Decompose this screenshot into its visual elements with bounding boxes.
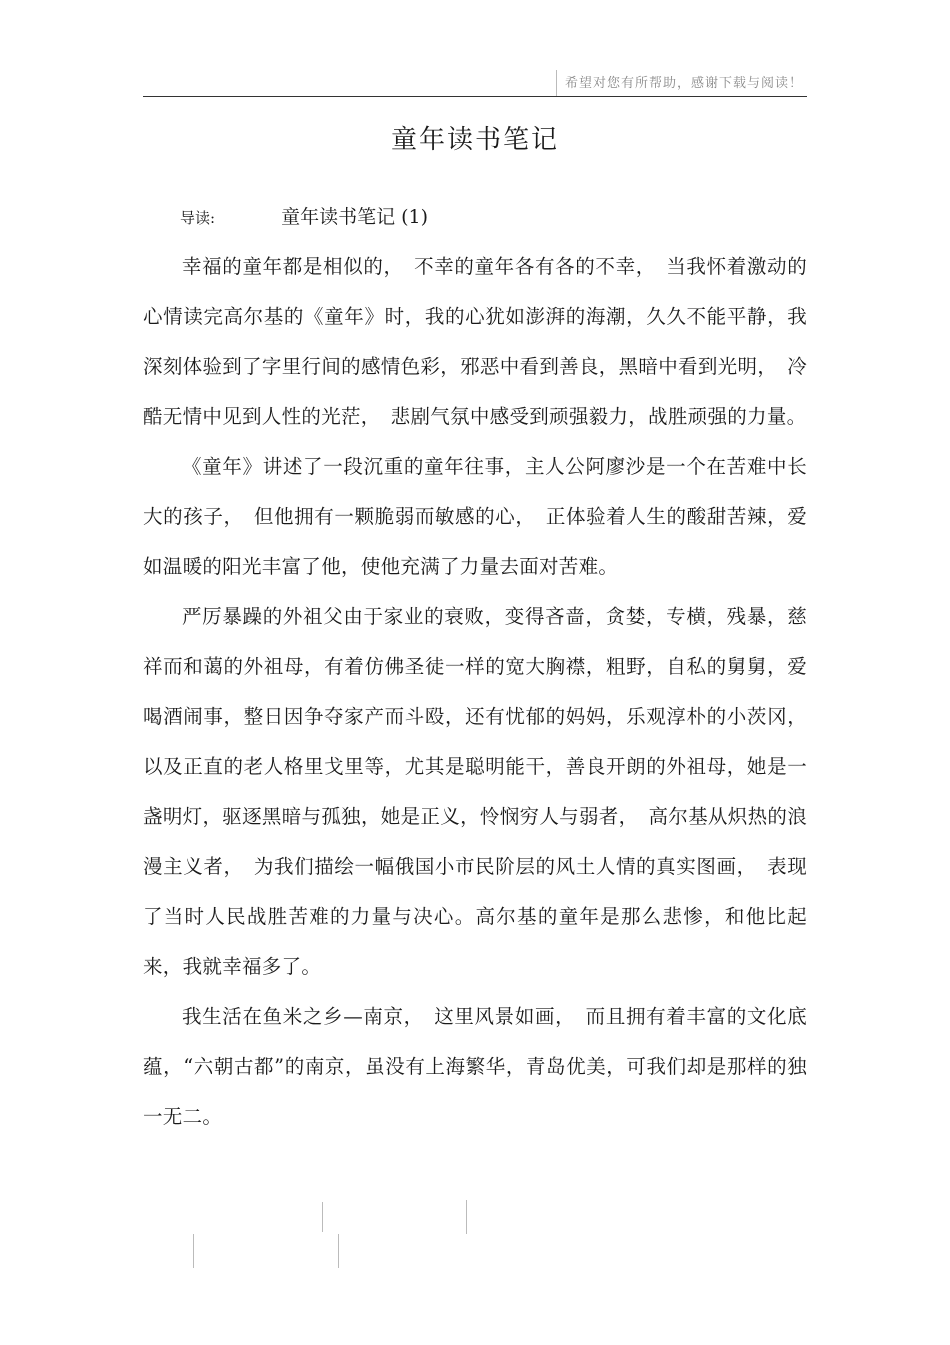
paragraph-4: 我生活在鱼米之乡—南京， 这里风景如画， 而且拥有着丰富的文化底蕴，“六朝古都”的南京，虽没有上海繁华，青岛优美，可我们却是那样的独一无二。: [143, 1005, 807, 1128]
decorative-line: [322, 1202, 323, 1232]
lead-label: 导读:: [180, 209, 216, 227]
decorative-line: [466, 1200, 467, 1234]
header-note: 希望对您有所帮助，感谢下载与阅读！: [556, 70, 807, 96]
lead-text: 童年读书笔记 (1): [281, 206, 429, 228]
header-rule: [143, 96, 807, 97]
lead-line: [180, 200, 428, 234]
paragraph-3: 严厉暴躁的外祖父由于家业的衰败，变得吝啬，贪婪，专横，残暴，慈祥而和蔼的外祖母，有着仿佛圣徒一样的宽大胸襟，粗野，自私的舅舅，爱喝酒闹事，整日因争夺家产而斗殴，还有忧郁的妈妈，乐观淳朴的小茨冈，以及正直的老人格里戈里等，尤其是聪明能干，善良开朗的外祖母，她是一盏明灯，驱逐黑暗与孤独，她是正义，怜悯穷人与弱者， 高尔基从炽热的浪漫主义者， 为我们描绘一幅俄国小市民阶层的风土人情的真实图画， 表现了当时人民战胜苦难的力量与决心。高尔基的童年是那么悲惨，和他比起来，我就幸福多了。: [143, 605, 807, 978]
body-text: [143, 242, 807, 1142]
paragraph-1: 幸福的童年都是相似的， 不幸的童年各有各的不幸， 当我怀着激动的心情读完高尔基的《童年》时，我的心犹如澎湃的海潮，久久不能平静，我深刻体验到了字里行间的感情色彩，邪恶中看到善良，黑暗中看到光明， 冷酷无情中见到人性的光茫， 悲剧气氛中感受到顽强毅力，战胜顽强的力量。: [143, 255, 807, 428]
page-title: 童年读书笔记: [390, 125, 559, 155]
decorative-line: [193, 1234, 194, 1268]
decorative-line: [338, 1234, 339, 1268]
paragraph-2: 《童年》讲述了一段沉重的童年往事，主人公阿廖沙是一个在苦难中长大的孩子， 但他拥有一颗脆弱而敏感的心， 正体验着人生的酸甜苦辣，爱如温暖的阳光丰富了他，使他充满了力量去面对苦难。: [143, 455, 807, 578]
